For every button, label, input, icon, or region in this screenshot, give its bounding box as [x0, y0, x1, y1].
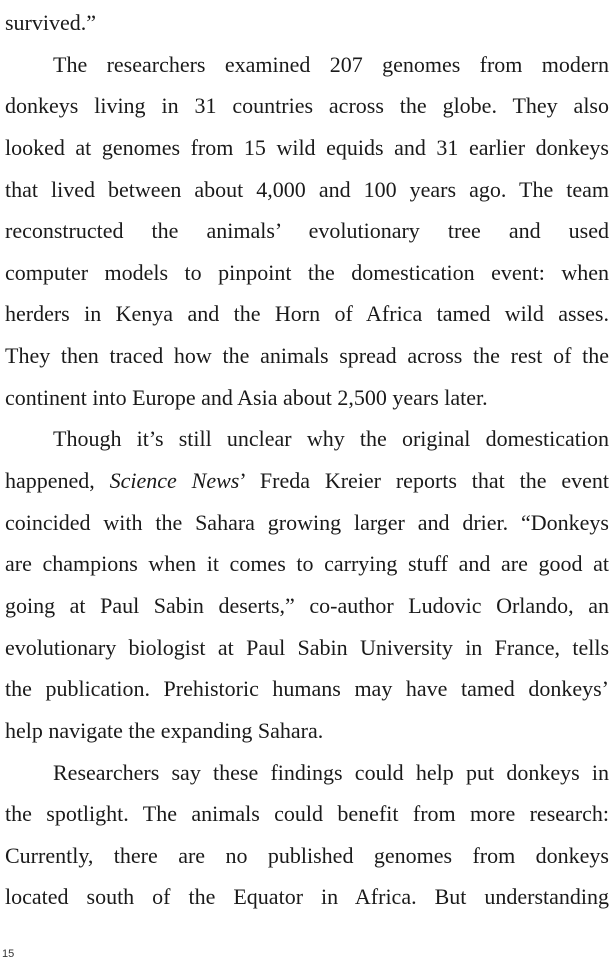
paragraph-first-line: Researchers say these findings could help put donkeys in: [53, 759, 609, 785]
text-line: are champions when it comes to carrying stuff and are good at: [5, 551, 609, 577]
text-segment: ’ Freda Kreier reports that the event: [239, 468, 609, 494]
text-line: continent into Europe and Asia about 2,500 years later.: [5, 384, 488, 410]
page-number: 15: [2, 948, 15, 960]
text-line: going at Paul Sabin deserts,” co-author Ludovic Orlando, an: [5, 592, 609, 618]
text-line: the publication. Prehistoric humans may have tamed donkeys’: [5, 676, 609, 702]
publication-title: Science News: [109, 468, 240, 494]
article-body: [5, 2, 609, 918]
text-line: donkeys living in 31 countries across the globe. They also: [5, 93, 609, 119]
text-line: survived.”: [5, 10, 97, 35]
text-line: help navigate the expanding Sahara.: [5, 717, 324, 743]
text-line: coincided with the Sahara growing larger and drier. “Donkeys: [5, 509, 609, 535]
text-line: looked at genomes from 15 wild equids and 31 earlier donkeys: [5, 134, 609, 160]
paragraph-first-line: Though it’s still unclear why the original domestication: [53, 426, 609, 452]
text-line: Currently, there are no published genomes from donkeys: [5, 842, 609, 868]
text-line: located south of the Equator in Africa. But understanding: [5, 884, 609, 910]
text-line: the spotlight. The animals could benefit from more research:: [5, 801, 609, 827]
text-line: herders in Kenya and the Horn of Africa tamed wild asses.: [5, 301, 609, 327]
text-segment: happened,: [5, 468, 110, 494]
text-line: computer models to pinpoint the domestication event: when: [5, 259, 609, 285]
text-line: evolutionary biologist at Paul Sabin University in France, tells: [5, 634, 609, 660]
text-line: that lived between about 4,000 and 100 years ago. The team: [5, 176, 609, 202]
text-line: [5, 460, 609, 502]
text-line: reconstructed the animals’ evolutionary tree and used: [5, 218, 609, 244]
text-line: They then traced how the animals spread across the rest of the: [5, 343, 609, 369]
paragraph-first-line: The researchers examined 207 genomes from modern: [53, 51, 609, 77]
